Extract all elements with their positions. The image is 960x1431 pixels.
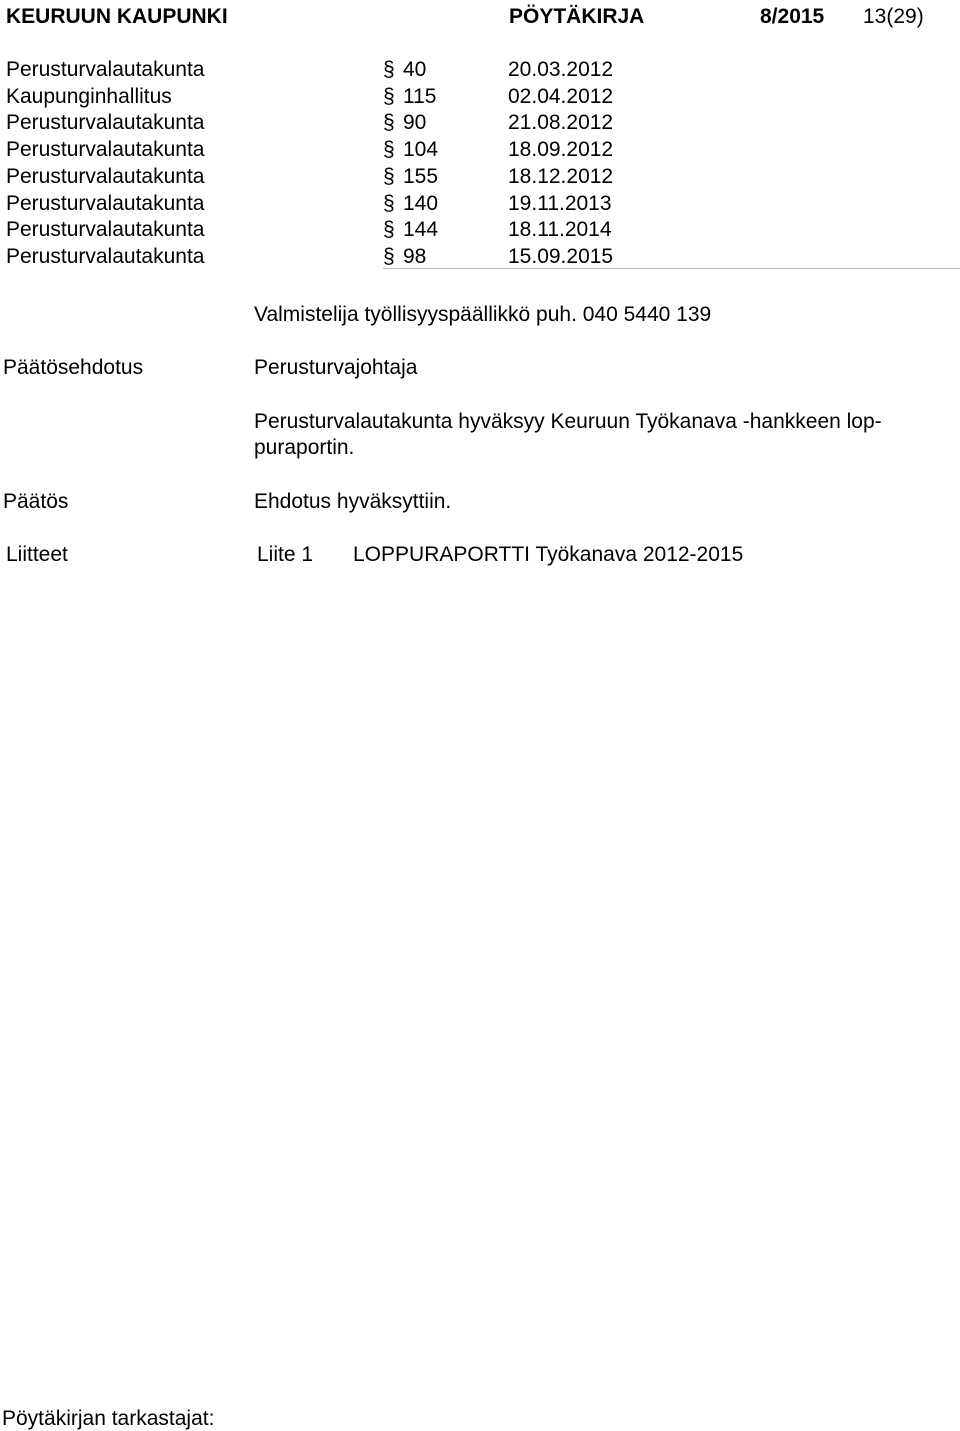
history-body: Perusturvalautakunta [6, 192, 205, 215]
section-sign: § [383, 245, 395, 268]
proposer: Perusturvajohtaja [254, 356, 418, 379]
history-section-number: 40 [403, 58, 427, 81]
history-date: 02.04.2012 [508, 85, 614, 108]
history-date: 18.12.2012 [508, 165, 614, 188]
history-row [0, 86, 960, 112]
attachment-id: Liite 1 [257, 543, 314, 566]
history-body: Perusturvalautakunta [6, 58, 205, 81]
proposal-text-line2: puraportin. [254, 436, 355, 459]
history-section-number: 155 [403, 165, 439, 188]
section-sign: § [383, 138, 395, 161]
history-section-number: 115 [403, 85, 437, 108]
page-number: 13(29) [863, 5, 924, 28]
history-body: Perusturvalautakunta [6, 138, 205, 161]
document-number: 8/2015 [760, 5, 825, 28]
history-row [0, 193, 960, 219]
history-section-number: 90 [403, 111, 427, 134]
section-sign: § [383, 192, 395, 215]
history-divider [383, 268, 960, 269]
document-type: PÖYTÄKIRJA [509, 5, 645, 28]
section-sign: § [383, 85, 395, 108]
history-body: Kaupunginhallitus [6, 85, 172, 108]
proposal-text-line1: Perusturvalautakunta hyväksyy Keuruun Työkanava -hankkeen lop- [254, 410, 882, 433]
section-sign: § [383, 58, 395, 81]
history-body: Perusturvalautakunta [6, 218, 205, 241]
history-date: 19.11.2013 [508, 192, 612, 215]
history-row [0, 219, 960, 245]
section-sign: § [383, 111, 395, 134]
history-section-number: 104 [403, 138, 439, 161]
section-sign: § [383, 218, 395, 241]
history-body: Perusturvalautakunta [6, 111, 205, 134]
checkers-label: Pöytäkirjan tarkastajat: [2, 1407, 215, 1430]
organization-name: KEURUUN KAUPUNKI [6, 5, 228, 28]
history-date: 18.11.2014 [508, 218, 612, 241]
decision-text: Ehdotus hyväksyttiin. [254, 490, 452, 513]
proposal-label: Päätösehdotus [3, 356, 144, 379]
attachments-label: Liitteet [6, 543, 68, 566]
section-sign: § [383, 165, 395, 188]
history-body: Perusturvalautakunta [6, 165, 205, 188]
attachment-title: LOPPURAPORTTI Työkanava 2012-2015 [353, 543, 744, 566]
history-section-number: 140 [403, 192, 439, 215]
history-section-number: 98 [403, 245, 427, 268]
history-body: Perusturvalautakunta [6, 245, 205, 268]
preparer-line: Valmistelija työllisyyspäällikkö puh. 040 5440 139 [254, 303, 712, 326]
history-section-number: 144 [403, 218, 439, 241]
history-row [0, 166, 960, 192]
decision-label: Päätös [3, 490, 69, 513]
history-date: 18.09.2012 [508, 138, 614, 161]
history-date: 21.08.2012 [508, 111, 614, 134]
history-row [0, 139, 960, 165]
history-row [0, 59, 960, 85]
history-date: 15.09.2015 [508, 245, 614, 268]
history-date: 20.03.2012 [508, 58, 614, 81]
history-row [0, 112, 960, 138]
